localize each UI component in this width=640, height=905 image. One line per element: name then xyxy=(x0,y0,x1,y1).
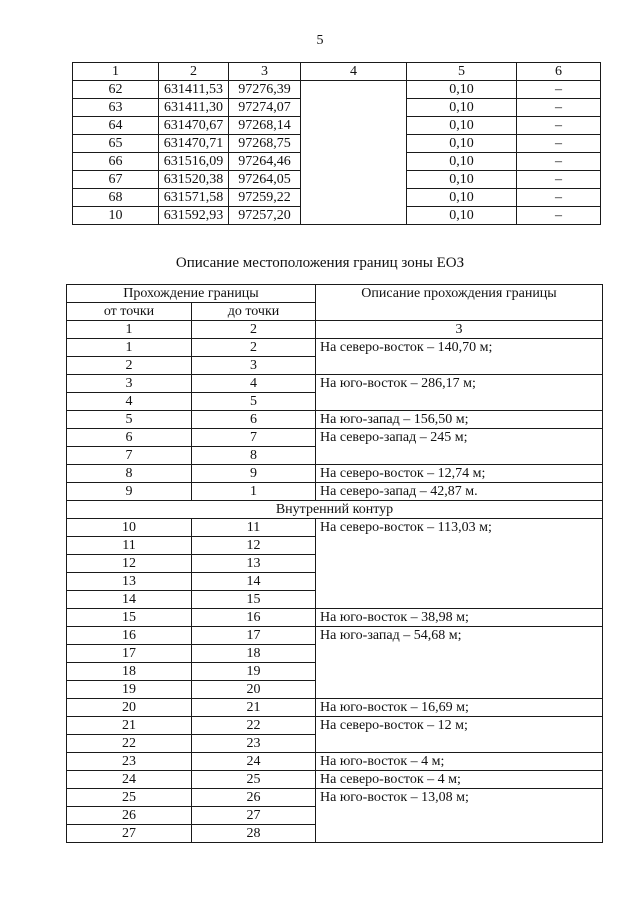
segment-description: На юго-восток – 4 м; xyxy=(316,753,603,771)
to-point: 19 xyxy=(192,663,316,681)
header-to-point: до точки xyxy=(192,303,316,321)
table-header-row xyxy=(67,285,603,303)
to-point: 27 xyxy=(192,807,316,825)
coord-x: 631516,09 xyxy=(159,153,229,171)
accuracy-value: 0,10 xyxy=(407,117,517,135)
table-row xyxy=(67,339,603,357)
to-point: 12 xyxy=(192,537,316,555)
table-row xyxy=(67,465,603,483)
to-point: 7 xyxy=(192,429,316,447)
from-point: 13 xyxy=(67,573,192,591)
column-number: 1 xyxy=(67,321,192,339)
to-point: 1 xyxy=(192,483,316,501)
point-number: 66 xyxy=(73,153,159,171)
to-point: 28 xyxy=(192,825,316,843)
column-number: 2 xyxy=(192,321,316,339)
coord-x: 631470,71 xyxy=(159,135,229,153)
point-number: 68 xyxy=(73,189,159,207)
table-row xyxy=(67,699,603,717)
column-header: 2 xyxy=(159,63,229,81)
to-point: 22 xyxy=(192,717,316,735)
to-point: 16 xyxy=(192,609,316,627)
coord-y: 97274,07 xyxy=(229,99,301,117)
from-point: 26 xyxy=(67,807,192,825)
coord-x: 631520,38 xyxy=(159,171,229,189)
segment-description: На юго-восток – 16,69 м; xyxy=(316,699,603,717)
to-point: 3 xyxy=(192,357,316,375)
table-row xyxy=(67,753,603,771)
from-point: 10 xyxy=(67,519,192,537)
column-header: 3 xyxy=(229,63,301,81)
dash-value: – xyxy=(517,81,601,99)
dash-value: – xyxy=(517,207,601,225)
column-number-row xyxy=(67,321,603,339)
segment-description: На северо-запад – 245 м; xyxy=(316,429,603,465)
table-row xyxy=(67,411,603,429)
from-point: 15 xyxy=(67,609,192,627)
from-point: 11 xyxy=(67,537,192,555)
coord-y: 97276,39 xyxy=(229,81,301,99)
to-point: 8 xyxy=(192,447,316,465)
to-point: 25 xyxy=(192,771,316,789)
header-from-point: от точки xyxy=(67,303,192,321)
coord-x: 631411,53 xyxy=(159,81,229,99)
from-point: 17 xyxy=(67,645,192,663)
from-point: 5 xyxy=(67,411,192,429)
column-header: 4 xyxy=(301,63,407,81)
dash-value: – xyxy=(517,189,601,207)
table-row xyxy=(73,81,601,99)
table-row xyxy=(67,429,603,447)
header-description: Описание прохождения границы xyxy=(316,285,603,321)
to-point: 14 xyxy=(192,573,316,591)
dash-value: – xyxy=(517,99,601,117)
from-point: 14 xyxy=(67,591,192,609)
from-point: 16 xyxy=(67,627,192,645)
segment-description: На юго-восток – 286,17 м; xyxy=(316,375,603,411)
to-point: 17 xyxy=(192,627,316,645)
point-number: 65 xyxy=(73,135,159,153)
from-point: 3 xyxy=(67,375,192,393)
from-point: 18 xyxy=(67,663,192,681)
table-row xyxy=(67,519,603,537)
accuracy-value: 0,10 xyxy=(407,99,517,117)
section-title: Описание местоположения границ зоны ЕОЗ xyxy=(175,255,465,271)
dash-value: – xyxy=(517,117,601,135)
from-point: 8 xyxy=(67,465,192,483)
to-point: 23 xyxy=(192,735,316,753)
to-point: 26 xyxy=(192,789,316,807)
to-point: 18 xyxy=(192,645,316,663)
coord-x: 631571,58 xyxy=(159,189,229,207)
coord-y: 97259,22 xyxy=(229,189,301,207)
coord-y: 97268,14 xyxy=(229,117,301,135)
segment-description: На северо-запад – 42,87 м. xyxy=(316,483,603,501)
table-row xyxy=(67,627,603,645)
point-number: 62 xyxy=(73,81,159,99)
segment-description: На северо-восток – 4 м; xyxy=(316,771,603,789)
from-point: 7 xyxy=(67,447,192,465)
point-number: 10 xyxy=(73,207,159,225)
to-point: 4 xyxy=(192,375,316,393)
coord-y: 97264,05 xyxy=(229,171,301,189)
to-point: 24 xyxy=(192,753,316,771)
coordinates-table xyxy=(72,62,601,225)
to-point: 2 xyxy=(192,339,316,357)
header-passage: Прохождение границы xyxy=(67,285,316,303)
to-point: 15 xyxy=(192,591,316,609)
accuracy-value: 0,10 xyxy=(407,153,517,171)
from-point: 24 xyxy=(67,771,192,789)
coord-y: 97268,75 xyxy=(229,135,301,153)
table-row xyxy=(67,717,603,735)
table-row xyxy=(67,771,603,789)
table-row xyxy=(67,483,603,501)
from-point: 2 xyxy=(67,357,192,375)
to-point: 20 xyxy=(192,681,316,699)
from-point: 12 xyxy=(67,555,192,573)
coord-x: 631592,93 xyxy=(159,207,229,225)
from-point: 19 xyxy=(67,681,192,699)
accuracy-value: 0,10 xyxy=(407,171,517,189)
dash-value: – xyxy=(517,135,601,153)
accuracy-value: 0,10 xyxy=(407,189,517,207)
segment-description: На северо-восток – 113,03 м; xyxy=(316,519,603,609)
coord-x: 631470,67 xyxy=(159,117,229,135)
from-point: 21 xyxy=(67,717,192,735)
segment-description: На северо-восток – 12,74 м; xyxy=(316,465,603,483)
segment-description: На северо-восток – 12 м; xyxy=(316,717,603,753)
page-number: 5 xyxy=(316,33,324,48)
from-point: 6 xyxy=(67,429,192,447)
point-number: 67 xyxy=(73,171,159,189)
point-number: 63 xyxy=(73,99,159,117)
from-point: 25 xyxy=(67,789,192,807)
segment-description: На юго-запад – 156,50 м; xyxy=(316,411,603,429)
from-point: 20 xyxy=(67,699,192,717)
segment-description: На юго-запад – 54,68 м; xyxy=(316,627,603,699)
from-point: 9 xyxy=(67,483,192,501)
dash-value: – xyxy=(517,153,601,171)
column-number: 3 xyxy=(316,321,603,339)
table-header-row xyxy=(73,63,601,81)
from-point: 4 xyxy=(67,393,192,411)
table-row xyxy=(67,375,603,393)
point-number: 64 xyxy=(73,117,159,135)
from-point: 23 xyxy=(67,753,192,771)
accuracy-value: 0,10 xyxy=(407,135,517,153)
boundary-description-table xyxy=(66,284,603,843)
from-point: 27 xyxy=(67,825,192,843)
segment-description: На северо-восток – 140,70 м; xyxy=(316,339,603,375)
to-point: 13 xyxy=(192,555,316,573)
column-header: 1 xyxy=(73,63,159,81)
to-point: 9 xyxy=(192,465,316,483)
inner-contour-row xyxy=(67,501,603,519)
empty-column-cell xyxy=(301,81,407,225)
dash-value: – xyxy=(517,171,601,189)
coord-y: 97264,46 xyxy=(229,153,301,171)
accuracy-value: 0,10 xyxy=(407,207,517,225)
table-row xyxy=(67,609,603,627)
to-point: 5 xyxy=(192,393,316,411)
segment-description: На юго-восток – 38,98 м; xyxy=(316,609,603,627)
segment-description: На юго-восток – 13,08 м; xyxy=(316,789,603,843)
coord-x: 631411,30 xyxy=(159,99,229,117)
to-point: 11 xyxy=(192,519,316,537)
from-point: 1 xyxy=(67,339,192,357)
column-header: 6 xyxy=(517,63,601,81)
from-point: 22 xyxy=(67,735,192,753)
table-row xyxy=(67,789,603,807)
to-point: 21 xyxy=(192,699,316,717)
coord-y: 97257,20 xyxy=(229,207,301,225)
to-point: 6 xyxy=(192,411,316,429)
inner-contour-label: Внутренний контур xyxy=(67,501,603,519)
column-header: 5 xyxy=(407,63,517,81)
accuracy-value: 0,10 xyxy=(407,81,517,99)
